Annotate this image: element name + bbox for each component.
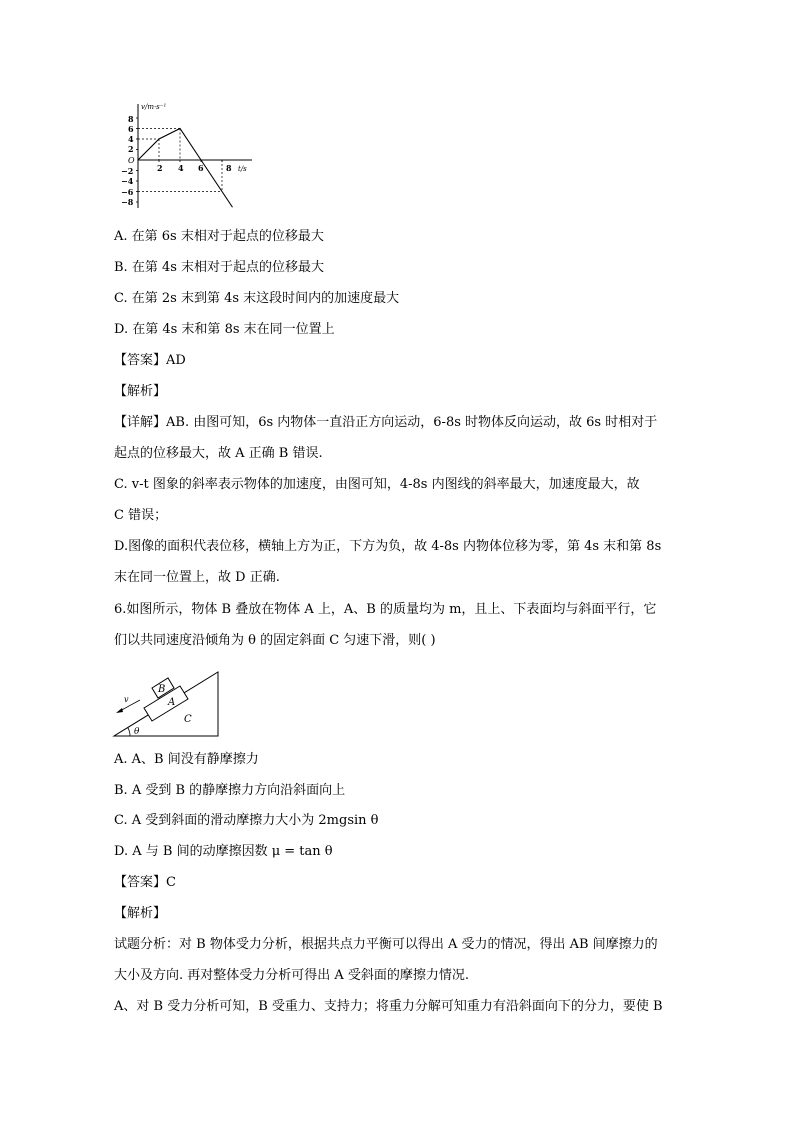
label-a: A: [168, 697, 176, 708]
label-v: v: [124, 695, 129, 704]
q5-detail-6: 末在同一位置上，故 D 正确.: [114, 570, 280, 585]
ytick-label: −6: [121, 187, 134, 197]
q6-analysis-1: 试题分析：对 B 物体受力分析，根据共点力平衡可以得出 A 受力的情况，得出 AB 间摩擦力的: [114, 937, 658, 952]
ytick-label: −2: [121, 166, 134, 176]
q6-option-d: D. A 与 B 间的动摩擦因数 μ = tan θ: [114, 844, 333, 859]
velocity-arrowhead: [116, 708, 123, 713]
q6-stem-1: 6.如图所示，物体 B 叠放在物体 A 上，A、B 的质量均为 m，且上、下表面均与斜面平行，它: [114, 602, 657, 617]
vt-graph: [118, 100, 258, 212]
label-c: C: [184, 714, 192, 725]
q5-detail-5: D.图像的面积代表位移，横轴上方为正，下方为负，故 4-8s 内物体位移为零，第 4s 末和第 8s: [114, 539, 662, 554]
q6-analysis-2: 大小及方向. 再对整体受力分析可得出 A 受斜面的摩擦力情况.: [114, 968, 470, 983]
q5-detail-4: C 错误；: [114, 508, 168, 523]
ytick-label: −4: [121, 176, 134, 186]
q5-answer: 【答案】AD: [114, 353, 186, 368]
q5-option-d: D. 在第 4s 末和第 8s 末在同一位置上: [114, 322, 335, 337]
q5-detail-3: C. v-t 图象的斜率表示物体的加速度，由图可知，4-8s 内图线的斜率最大，加速度最大，故: [114, 477, 640, 492]
q6-analysis-3: A、对 B 受力分析可知，B 受重力、支持力；将重力分解可知重力有沿斜面向下的分力，要使 B: [114, 999, 663, 1014]
q6-option-c: C. A 受到斜面的滑动摩擦力大小为 2mgsin θ: [114, 813, 379, 828]
q5-detail-2: 起点的位移最大，故 A 正确 B 错误.: [114, 446, 323, 461]
ytick-label: 4: [128, 134, 134, 144]
q6-analysis-heading: 【解析】: [114, 906, 167, 921]
label-theta: θ: [134, 727, 140, 737]
ytick-label: 2: [128, 144, 134, 154]
q6-stem-2: 们以共同速度沿倾角为 θ 的固定斜面 C 匀速下滑，则( ): [114, 633, 436, 648]
theta-arc: [128, 728, 130, 736]
xtick-label: 6: [198, 163, 204, 173]
q6-option-a: A. A、B 间没有静摩擦力: [114, 752, 259, 767]
velocity-line: [138, 129, 233, 208]
incline-figure: [110, 660, 226, 740]
q6-option-b: B. A 受到 B 的静摩擦力方向沿斜面向上: [114, 783, 346, 798]
ytick-label: −8: [121, 197, 134, 207]
ytick-label: 8: [128, 114, 134, 124]
q5-detail-1: 【详解】AB. 由图可知，6s 内物体一直沿正方向运动，6-8s 时物体反向运动，故 6s 时相对于: [114, 415, 658, 430]
q5-option-c: C. 在第 2s 末到第 4s 末这段时间内的加速度最大: [114, 291, 400, 306]
xtick-label: 4: [178, 163, 184, 173]
q5-analysis-heading: 【解析】: [114, 384, 167, 399]
q5-option-b: B. 在第 4s 末相对于起点的位移最大: [114, 260, 325, 275]
origin-label: O: [128, 156, 135, 165]
q5-option-a: A. 在第 6s 末相对于起点的位移最大: [114, 229, 324, 244]
xtick-label: 8: [226, 163, 232, 173]
ytick-label: 6: [128, 124, 134, 134]
x-axis-label: t/s: [238, 165, 247, 173]
y-axis-label: v/m·s⁻¹: [141, 103, 167, 111]
label-b: B: [158, 684, 166, 695]
xtick-label: 2: [157, 163, 163, 173]
q6-answer: 【答案】C: [114, 875, 176, 890]
